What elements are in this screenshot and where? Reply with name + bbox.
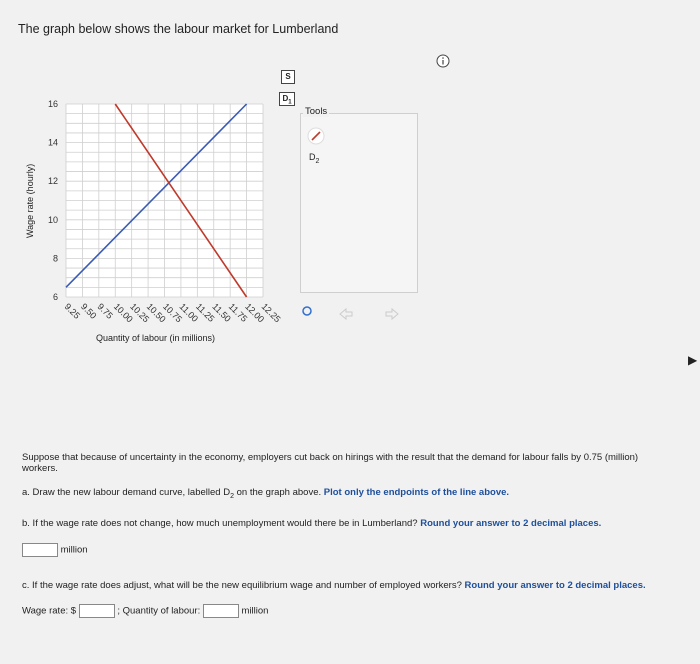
part-b: b. If the wage rate does not change, how much unemployment would there be in Lumberland? Round your answer to 2 decimal places. [22,518,602,529]
part-b-instruction: Round your answer to 2 decimal places. [420,518,602,529]
y-tick-label: 16 [47,99,58,109]
tool-d2-label: $D_2$ [309,152,320,165]
unemployment-input[interactable] [22,543,58,557]
quantity-input[interactable] [203,604,239,618]
redo-icon[interactable] [386,309,398,319]
x-tick-label: 11.25 [193,301,217,324]
x-tick-label: 11.50 [210,301,233,324]
y-tick-label: 8 [52,253,58,264]
x-tick-label: 12.00 [243,301,267,325]
wage-rate-input[interactable] [79,604,115,618]
legend-s: S [281,70,295,84]
x-tick-label: 9.50 [79,301,99,321]
x-tick-label: 9.25 [62,301,83,321]
y-tick-label: 10 [47,214,58,225]
x-tick-label: 11.75 [226,301,250,324]
y-axis-ticks [48,99,58,302]
part-c: c. If the wage rate does adjust, what will be the new equilibrium wage and number of employed workers? Round your answer to 2 decimal places. [22,580,646,591]
x-tick-label: 10.00 [111,301,135,325]
page-title: The graph below shows the labour market for Lumberland [18,22,339,36]
part-c-instruction: Round your answer to 2 decimal places. [464,580,646,591]
question-intro: Suppose that because of uncertainty in the economy, employers cut back on hirings with the result that the demand for labour falls by 0.75 (million) workers. [22,452,639,474]
legend-d1: $D_1$ [279,92,295,106]
part-a-instruction: Plot only the endpoints of the line above. [323,487,510,498]
y-tick-label: 6 [52,292,58,302]
x-tick-label: 10.50 [144,301,168,325]
x-tick-label: 10.25 [128,301,152,325]
x-axis-title: Quantity of labour (in millions) [96,333,216,343]
x-tick-label: 11.00 [177,301,201,324]
reset-icon[interactable] [303,307,311,315]
y-axis-title: Wage rate (hourly) [25,163,35,238]
undo-icon[interactable] [340,309,352,319]
equilibrium-row: Wage rate: $ ; Quantity of labour: million [22,605,269,617]
graph-grid [66,104,263,297]
unemployment-row: million [22,543,88,557]
part-a: a. Draw the new labour demand curve, labelled $D_2$ on the graph above. Plot only the endpoints of the line above. [22,487,510,500]
x-tick-label: 12.25 [259,301,283,325]
x-tick-label: 10.75 [161,301,185,325]
side-arrow-icon: ▶ [688,353,698,367]
x-tick-label: 9.75 [95,301,115,321]
x-axis-ticks [63,301,283,324]
tools-title: Tools [305,106,328,117]
y-tick-label: 14 [47,137,58,148]
line-tool-icon[interactable] [307,127,325,145]
y-tick-label: 12 [47,176,58,187]
